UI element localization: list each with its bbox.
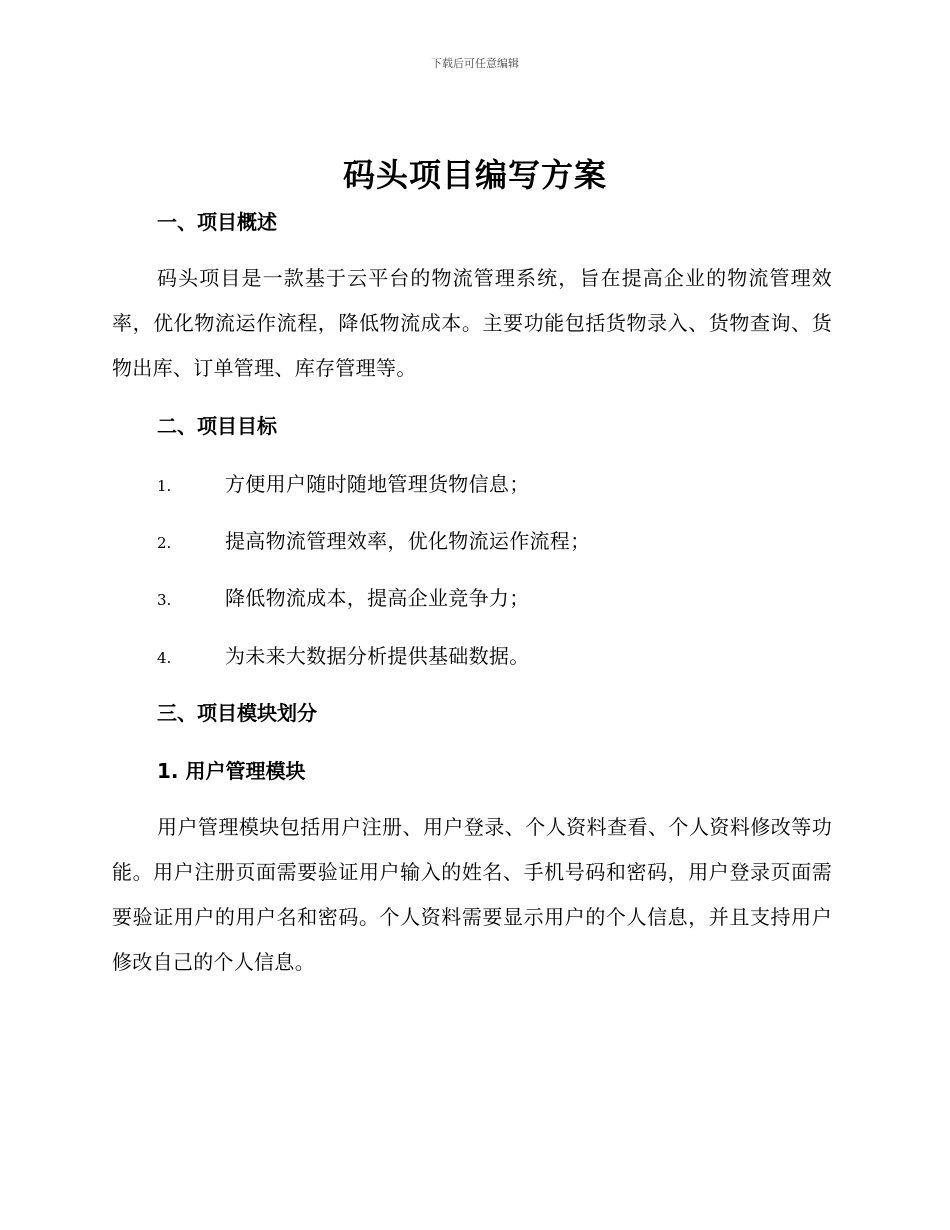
goal-list-item (157, 584, 530, 614)
goal-text: 为未来大数据分析提供基础数据。 (225, 644, 530, 668)
section-heading-goals: 二、项目目标 (157, 414, 277, 438)
document-title: 码头项目编写方案 (342, 156, 607, 194)
header-note: 下载后可任意编辑 (431, 57, 519, 70)
goal-list-item (157, 642, 530, 672)
section-heading-overview: 一、项目概述 (157, 210, 277, 234)
goal-text: 提高物流管理效率，优化物流运作流程； (225, 529, 591, 553)
section-heading-modules: 三、项目模块划分 (157, 701, 317, 725)
overview-paragraph: 码头项目是一款基于云平台的物流管理系统，旨在提高企业的物流管理效率，优化物流运作流程，降低物流成本。主要功能包括货物录入、货物查询、货物出库、订单管理、库存管理等。 (112, 266, 832, 380)
goal-number: 3. (157, 591, 172, 609)
goal-number: 2. (157, 534, 172, 552)
goal-text: 降低物流成本，提高企业竞争力； (225, 586, 530, 610)
goal-text: 方便用户随时随地管理货物信息； (225, 472, 530, 496)
goal-list-item (157, 470, 530, 500)
goal-number: 4. (157, 649, 172, 667)
user-management-paragraph: 用户管理模块包括用户注册、用户登录、个人资料查看、个人资料修改等功能。用户注册页面需要验证用户输入的姓名、手机号码和密码，用户登录页面需要验证用户的用户名和密码。个人资料需要显示用户的个人信息，并且支持用户修改自己的个人信息。 (112, 815, 832, 974)
goal-list-item (157, 527, 590, 557)
subsection-heading-user-management: 1. 用户管理模块 (157, 759, 306, 783)
goal-number: 1. (157, 477, 172, 495)
